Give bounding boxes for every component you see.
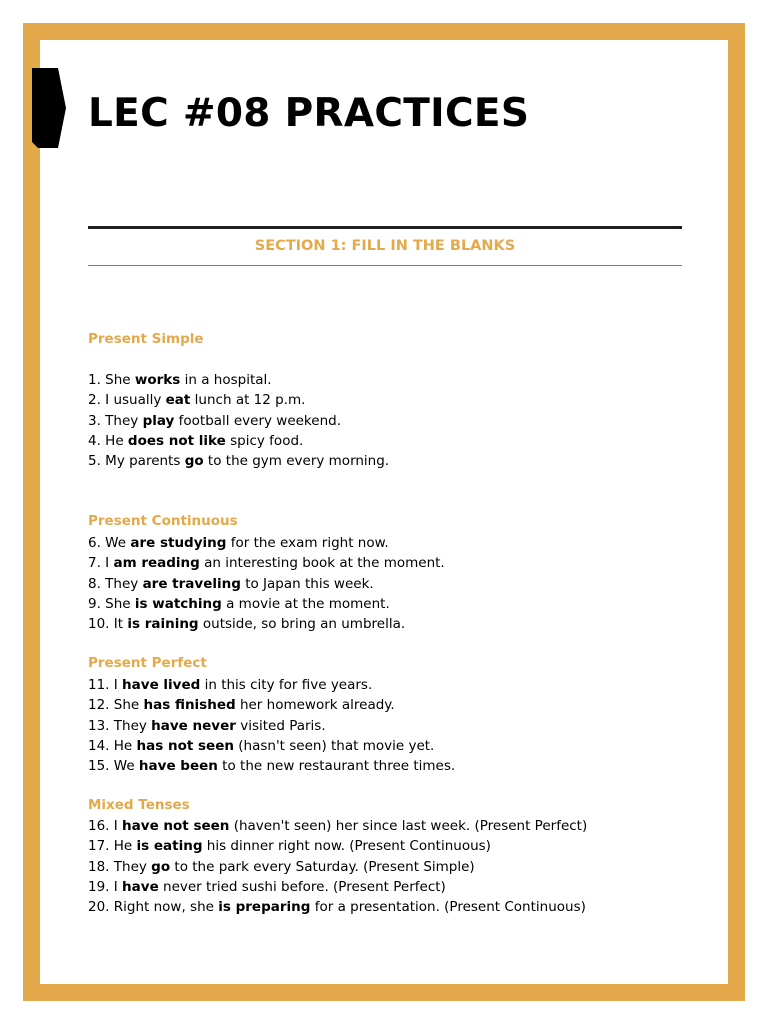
- item-suffix: to Japan this week.: [240, 575, 374, 592]
- item-suffix: (haven't seen) her since last week. (Present Perfect): [229, 818, 588, 834]
- item-suffix: to the park every Saturday. (Present Simple): [170, 858, 475, 875]
- exercise-item: [88, 736, 455, 756]
- item-prefix: 3. They: [88, 412, 143, 429]
- item-prefix: 9. She: [88, 595, 135, 612]
- item-suffix: spicy food.: [225, 432, 304, 449]
- item-suffix: her homework already.: [235, 697, 395, 714]
- group-heading-present-simple: Present Simple: [88, 331, 204, 347]
- item-prefix: 11. I: [88, 677, 123, 693]
- item-answer: have lived: [122, 677, 201, 693]
- exercise-item: [88, 574, 445, 594]
- exercise-list-mixed-tenses: [88, 816, 587, 917]
- item-answer: works: [134, 372, 181, 388]
- item-answer: have been: [138, 758, 218, 775]
- item-answer: have not seen: [122, 818, 230, 834]
- item-answer: is eating: [136, 838, 203, 855]
- item-answer: play: [142, 412, 175, 429]
- exercise-item: [88, 411, 389, 431]
- item-prefix: 2. I usually: [88, 392, 166, 409]
- exercise-item: [88, 756, 455, 776]
- item-answer: has not seen: [136, 737, 234, 754]
- item-answer: have: [122, 878, 159, 895]
- item-answer: does not like: [127, 432, 226, 449]
- exercise-list-present-perfect: [88, 675, 455, 776]
- section-top-rule: [88, 226, 682, 229]
- item-suffix: for a presentation. (Present Continuous): [310, 899, 586, 916]
- item-prefix: 15. We: [88, 758, 139, 775]
- section-title: SECTION 1: FILL IN THE BLANKS: [254, 238, 516, 254]
- exercise-list-present-continuous: [88, 533, 445, 634]
- item-answer: go: [184, 453, 204, 470]
- item-prefix: 1. She: [88, 372, 135, 388]
- item-suffix: in a hospital.: [180, 372, 272, 388]
- exercise-item: [88, 836, 587, 856]
- exercise-item: [88, 390, 389, 410]
- item-prefix: 14. He: [88, 737, 137, 754]
- exercise-item: [88, 857, 587, 877]
- item-prefix: 16. I: [88, 818, 123, 834]
- item-suffix: lunch at 12 p.m.: [190, 392, 306, 409]
- exercise-item: [88, 614, 445, 634]
- exercise-item: [88, 553, 445, 573]
- item-answer: have never: [151, 717, 236, 734]
- item-prefix: 5. My parents: [88, 453, 185, 470]
- exercise-item: [88, 716, 455, 736]
- item-prefix: 4. He: [88, 432, 128, 449]
- item-answer: are traveling: [142, 575, 241, 592]
- item-answer: is preparing: [218, 899, 311, 916]
- item-prefix: 20. Right now, she: [88, 899, 219, 916]
- item-answer: is watching: [134, 595, 222, 612]
- item-prefix: 8. They: [88, 575, 143, 592]
- title-marker-tab: [32, 68, 66, 148]
- group-heading-mixed-tenses: Mixed Tenses: [88, 797, 190, 813]
- exercise-item: [88, 431, 389, 451]
- item-suffix: an interesting book at the moment.: [199, 555, 445, 572]
- item-answer: has finished: [143, 697, 236, 714]
- page-title: LEC #08 PRACTICES: [88, 91, 530, 136]
- item-prefix: 19. I: [88, 878, 123, 895]
- group-heading-present-continuous: Present Continuous: [88, 513, 238, 529]
- item-prefix: 7. I: [88, 555, 114, 572]
- item-suffix: to the new restaurant three times.: [217, 758, 456, 775]
- exercise-list-present-simple: [88, 370, 389, 471]
- exercise-item: [88, 877, 587, 897]
- item-prefix: 10. It: [88, 616, 128, 633]
- item-prefix: 6. We: [88, 535, 131, 551]
- exercise-item: [88, 533, 445, 553]
- item-suffix: for the exam right now.: [226, 535, 389, 551]
- exercise-item: [88, 897, 587, 917]
- item-suffix: visited Paris.: [235, 717, 326, 734]
- item-prefix: 13. They: [88, 717, 152, 734]
- item-suffix: his dinner right now. (Present Continuous): [202, 838, 491, 855]
- item-suffix: outside, so bring an umbrella.: [198, 616, 406, 633]
- item-prefix: 12. She: [88, 697, 144, 714]
- item-suffix: football every weekend.: [174, 412, 341, 429]
- item-prefix: 18. They: [88, 858, 152, 875]
- exercise-item: [88, 370, 389, 390]
- item-answer: is raining: [127, 616, 199, 633]
- exercise-item: [88, 675, 455, 695]
- item-answer: are studying: [130, 535, 227, 551]
- item-prefix: 17. He: [88, 838, 137, 855]
- section-bottom-rule: [88, 265, 682, 266]
- item-answer: am reading: [113, 555, 200, 572]
- item-answer: eat: [165, 392, 191, 409]
- item-suffix: (hasn't seen) that movie yet.: [233, 737, 435, 754]
- item-suffix: to the gym every morning.: [203, 453, 390, 470]
- item-suffix: a movie at the moment.: [221, 595, 390, 612]
- item-suffix: in this city for five years.: [200, 677, 373, 693]
- item-suffix: never tried sushi before. (Present Perfect): [158, 878, 446, 895]
- exercise-item: [88, 695, 455, 715]
- group-heading-present-perfect: Present Perfect: [88, 655, 207, 671]
- exercise-item: [88, 594, 445, 614]
- exercise-item: [88, 451, 389, 471]
- item-answer: go: [151, 858, 171, 875]
- exercise-item: [88, 816, 587, 836]
